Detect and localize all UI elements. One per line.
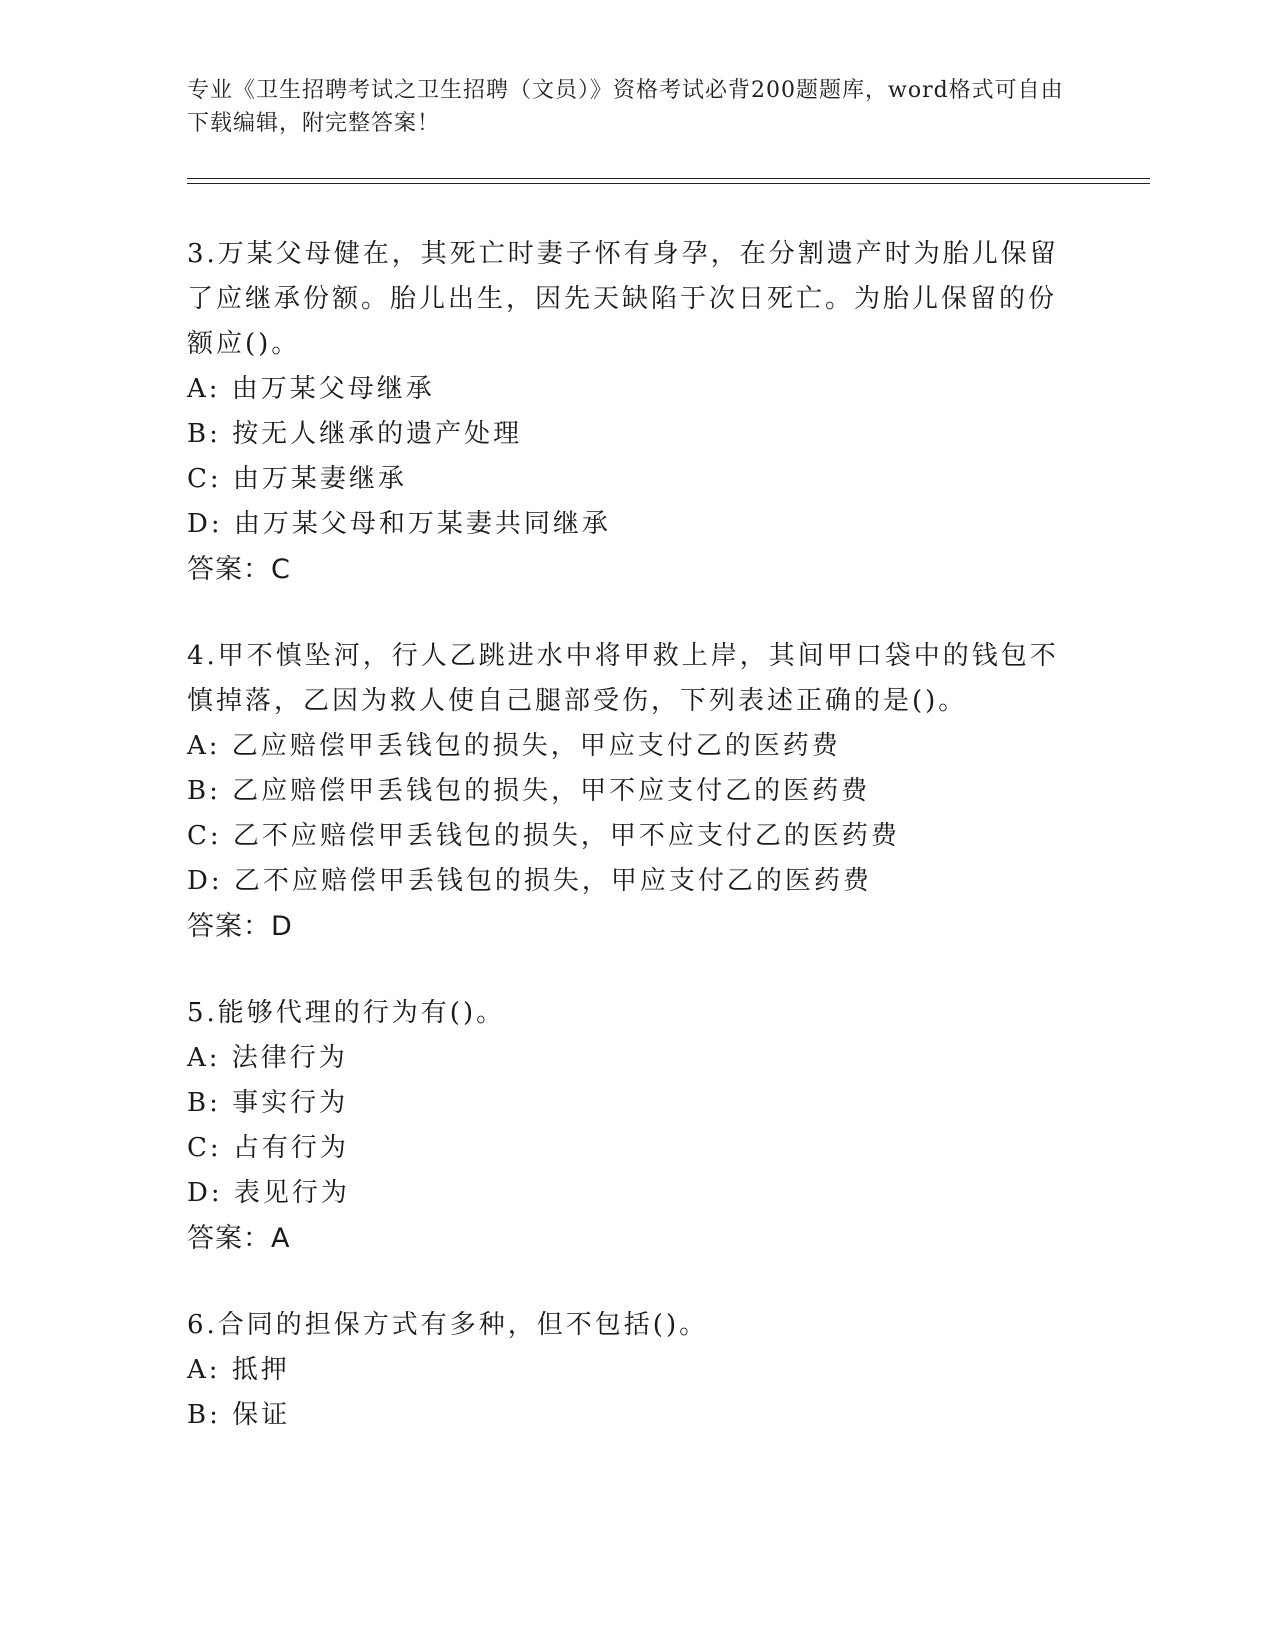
question-list: [187, 232, 1067, 1480]
option-a: A: 由万某父母继承: [187, 374, 435, 404]
document-header: 专业《卫生招聘考试之卫生招聘（文员）》资格考试必背200题题库，word格式可自由下载编辑，附完整答案！: [187, 78, 1064, 136]
option-c: C: 乙不应赔偿甲丢钱包的损失，甲不应支付乙的医药费: [187, 821, 900, 851]
question-6: [187, 1303, 1067, 1438]
option-d: D: 表见行为: [187, 1178, 350, 1208]
option-c: C: 占有行为: [187, 1133, 349, 1163]
question-3: [187, 232, 1067, 592]
header-divider-bottom: [187, 183, 1150, 184]
question-5: [187, 991, 1067, 1261]
answer-line: 答案：A: [187, 1223, 291, 1254]
header-divider-top: [187, 178, 1150, 179]
question-stem: 3.万某父母健在，其死亡时妻子怀有身孕，在分割遗产时为胎儿保留了应继承份额。胎儿出生，因先天缺陷于次日死亡。为胎儿保留的份额应()。: [187, 239, 1059, 359]
option-d: D: 由万某父母和万某妻共同继承: [187, 509, 611, 539]
option-a: A: 法律行为: [187, 1043, 348, 1073]
question-stem: 4.甲不慎坠河，行人乙跳进水中将甲救上岸，其间甲口袋中的钱包不慎掉落，乙因为救人使自己腿部受伤，下列表述正确的是()。: [187, 641, 1059, 716]
question-4: [187, 634, 1067, 949]
option-b: B: 事实行为: [187, 1088, 349, 1118]
option-b: B: 按无人继承的遗产处理: [187, 419, 523, 449]
option-d: D: 乙不应赔偿甲丢钱包的损失，甲应支付乙的医药费: [187, 866, 872, 896]
answer-line: 答案：C: [187, 554, 291, 585]
answer-line: 答案：D: [187, 911, 293, 942]
question-stem: 6.合同的担保方式有多种，但不包括()。: [187, 1310, 709, 1340]
question-stem: 5.能够代理的行为有()。: [187, 998, 506, 1028]
option-c: C: 由万某妻继承: [187, 464, 407, 494]
option-a: A: 抵押: [187, 1355, 290, 1385]
option-a: A: 乙应赔偿甲丢钱包的损失，甲应支付乙的医药费: [187, 731, 841, 761]
option-b: B: 乙应赔偿甲丢钱包的损失，甲不应支付乙的医药费: [187, 776, 871, 806]
option-b: B: 保证: [187, 1400, 291, 1430]
